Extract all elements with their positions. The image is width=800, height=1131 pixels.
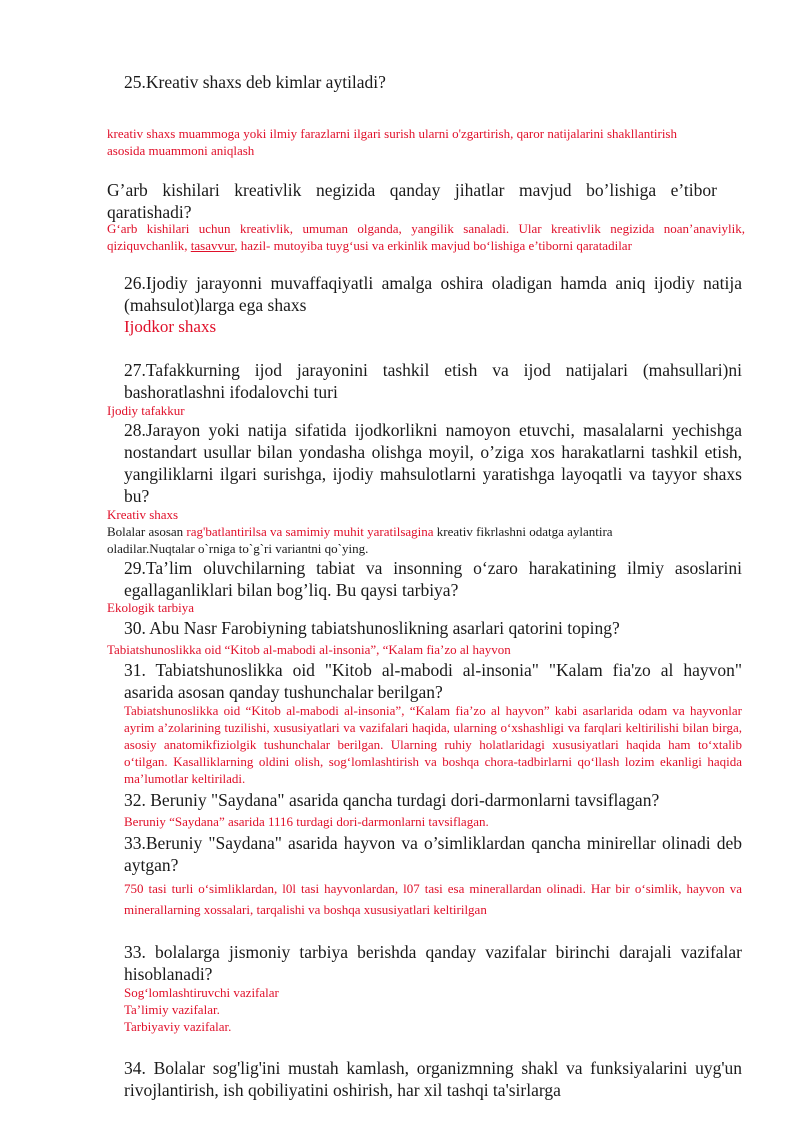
question-34: 34. Bolalar sog'lig'ini mustah kamlash, organizmning shakl va funksiyalarini uyg'un rivojlantirish, ish qobiliyatini oshirish, har xil tashqi ta'sirlarga [124,1058,742,1100]
question-31: 31. Tabiatshunoslikka oid "Kitob al-mabodi al-insonia" "Kalam fia'zo al hayvon" asarida asosan qanday tushunchalar berilgan? [124,660,742,702]
question-27: 27.Tafakkurning ijod jarayonini tashkil etish va ijod natijalari (mahsullari)ni bashoratlashni ifodalovchi turi [124,360,742,402]
question-26: 26.Ijodiy jarayonni muvaffaqiyatli amalga oshira oladigan hamda aniq ijodiy natija (mahsulot)larga ega shaxs [124,273,742,315]
answer-west-creativity: G‘arb kishilari uchun kreativlik, umuman olganda, yangilik sanaladi. Ular kreativlik negizida noan’anaviylik, qiziquvchanlik, tasavvur, hazil- mutoyiba tuyg‘usi va erkinlik mavjud bo‘lishiga e’tiborni qaratadilar [107,221,745,253]
answer-31: Tabiatshunoslikka oid “Kitob al-mabodi al-insonia”, “Kalam fia’zo al hayvon” kabi asarlarida odam va hayvonlar ayrim a’zolarining tuzilishi, xususiyatlari va vazifalari haqida, ularning o‘xshashligi va farqlari keltirilishi bilan birga, asosiy anatomikfiziolgik tushunchalar berilgan. Ularning ruhiy holatlaridagi xususiyatlari haqida ham to‘xtalib o‘tilgan. Kasalliklarning oldini olish, sog‘lomlashtirish va boshqa chora-tadbirlarni qo‘llash lozim ekanligi haqida ma’lumotlar keltiriladi. [124,703,742,786]
question-32: 32. Beruniy "Saydana" asarida qancha turdagi dori-darmonlarni tavsiflagan? [124,790,660,810]
question-33-saydana: 33.Beruniy "Saydana" asarida hayvon va o’simliklardan qancha minirellar olinadi deb aytgan? [124,833,742,875]
answer-33-item-3: Tarbiyaviy vazifalar. [124,1019,232,1034]
question-28: 28.Jarayon yoki natija sifatida ijodkorlikni namoyon etuvchi, masalalarni yechishga nostandart usullar bilan yondasha olishga moyil, o’ziga xos harakatlarni tashkil etish, yangiliklarni ilgari surishga, ijodiy mahsulotlarni yaratishga layoqatli va tayyor shaxs bu? [124,420,742,506]
question-25: 25.Kreativ shaxs deb kimlar aytiladi? [124,72,386,92]
question-29: 29.Ta’lim oluvchilarning tabiat va insonning o‘zaro harakatining ilmiy asoslarini egallaganliklari bilan bog’liq. Bu qaysi tarbiya? [124,558,742,600]
answer-33-saydana: 750 tasi turli o‘simliklardan, l0l tasi hayvonlardan, l07 tasi esa minerallardan olinadi. Har bir o‘simlik, hayvon va minerallarning xossalari, tarqalishi va boshqa xususiyatlari keltirilgan [124,881,742,917]
question-33-physical: 33. bolalarga jismoniy tarbiya berishda qanday vazifalar birinchi darajali vazifalar hisoblanadi? [124,942,742,984]
question-west-creativity: G’arb kishilari kreativlik negizida qanday jihatlar mavjud bo’lishiga e’tibor qaratishadi? [107,180,717,222]
question-30: 30. Abu Nasr Farobiyning tabiatshunoslikning asarlari qatorini toping? [124,618,620,638]
answer-26: Ijodkor shaxs [124,317,217,336]
note-28: Bolalar asosan rag'batlantirilsa va samimiy muhit yaratilsagina kreativ fikrlashni odatga aylantira oladilar.Nuqtalar o`rniga to`g`ri variantni qo`ying. [107,524,613,556]
answer-29: Ekologik tarbiya [107,600,195,615]
answer-32: Beruniy “Saydana” asarida 1116 turdagi dori-darmonlarni tavsiflagan. [124,814,489,829]
answer-27: Ijodiy tafakkur [107,403,185,418]
answer-33-item-1: Sog‘lomlashtiruvchi vazifalar [124,985,279,1000]
answer-33-item-2: Ta’limiy vazifalar. [124,1002,220,1017]
answer-30: Tabiatshunoslikka oid “Kitob al-mabodi al-insonia”, “Kalam fia’zo al hayvon [107,642,511,657]
answer-28: Kreativ shaxs [107,507,179,522]
answer-25: kreativ shaxs muammoga yoki ilmiy farazlarni ilgari surish ularni o'zgartirish, qaror natijalarini shakllantirish asosida muammoni aniqlash [107,126,677,158]
